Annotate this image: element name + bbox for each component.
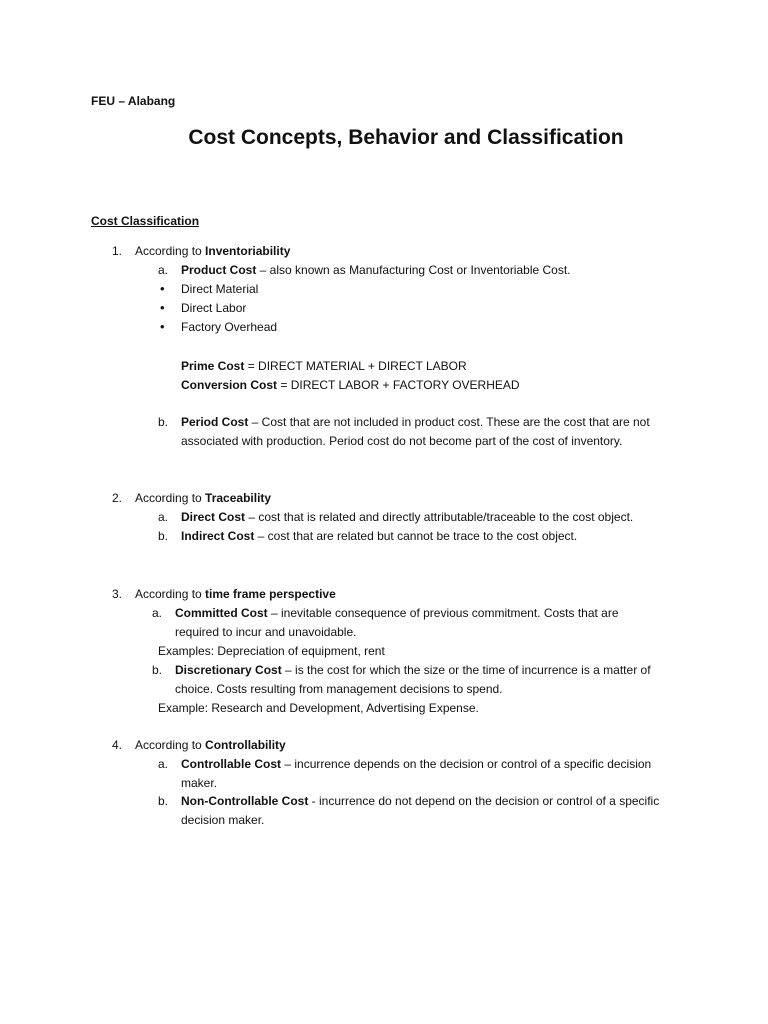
header-label: FEU – Alabang [91,94,176,108]
item-3a-text-cont: required to incur and unavoidable. [175,625,357,639]
item-2-heading: According to Traceability [135,491,272,505]
item-3b-text-cont: choice. Costs resulting from management decisions to spend. [175,682,503,696]
item-2a-letter: a. [157,510,168,524]
item-4a-text: Controllable Cost – incurrence depends on the decision or control of a specific decision [181,757,652,771]
item-2b-letter: b. [157,529,168,543]
bullet-item: Direct Material [181,282,259,296]
item-1a-text: Product Cost – also known as Manufacturing Cost or Inventoriable Cost. [181,263,571,277]
item-3b-letter: b. [151,663,162,677]
item-2b-text: Indirect Cost – cost that are related but cannot be trace to the cost object. [181,529,578,543]
bullet-item: Direct Labor [181,301,247,315]
item-4b-text-cont: decision maker. [181,813,265,827]
item-3a-letter: a. [151,606,162,620]
formula-prime-cost: Prime Cost = DIRECT MATERIAL + DIRECT LABOR [181,359,467,373]
item-4a-letter: a. [157,757,168,771]
item-1-number: 1. [111,244,122,258]
bullet-marker: • [160,300,165,315]
item-1b-letter: b. [157,415,168,429]
item-4a-text-cont: maker. [181,776,218,790]
page-title: Cost Concepts, Behavior and Classification [188,126,624,149]
item-4b-text: Non-Controllable Cost - incurrence do not depend on the decision or control of a specific [181,794,660,808]
item-4-heading: According to Controllability [135,738,286,752]
item-3a-example: Examples: Depreciation of equipment, rent [158,644,385,658]
item-4-number: 4. [111,738,122,752]
item-1b-text-cont: associated with production. Period cost do not become part of the cost of inventory. [181,434,623,448]
item-3b-text: Discretionary Cost – is the cost for which the size or the time of incurrence is a matter of [175,663,651,677]
item-3-number: 3. [111,587,122,601]
item-2-number: 2. [111,491,122,505]
item-1-heading: According to Inventoriability [135,244,291,258]
item-3a-text: Committed Cost – inevitable consequence of previous commitment. Costs that are [175,606,619,620]
bullet-marker: • [160,281,165,296]
item-1b-text: Period Cost – Cost that are not included in product cost. These are the cost that are not [181,415,650,429]
bullet-item: Factory Overhead [181,320,278,334]
section-title: Cost Classification [91,214,200,228]
item-2a-text: Direct Cost – cost that is related and directly attributable/traceable to the cost object. [181,510,634,524]
item-3b-example: Example: Research and Development, Advertising Expense. [158,701,479,715]
item-3-heading: According to time frame perspective [135,587,336,601]
item-4b-letter: b. [157,794,168,808]
formula-conversion-cost: Conversion Cost = DIRECT LABOR + FACTORY OVERHEAD [181,378,520,392]
bullet-marker: • [160,319,165,334]
item-1a-letter: a. [157,263,168,277]
